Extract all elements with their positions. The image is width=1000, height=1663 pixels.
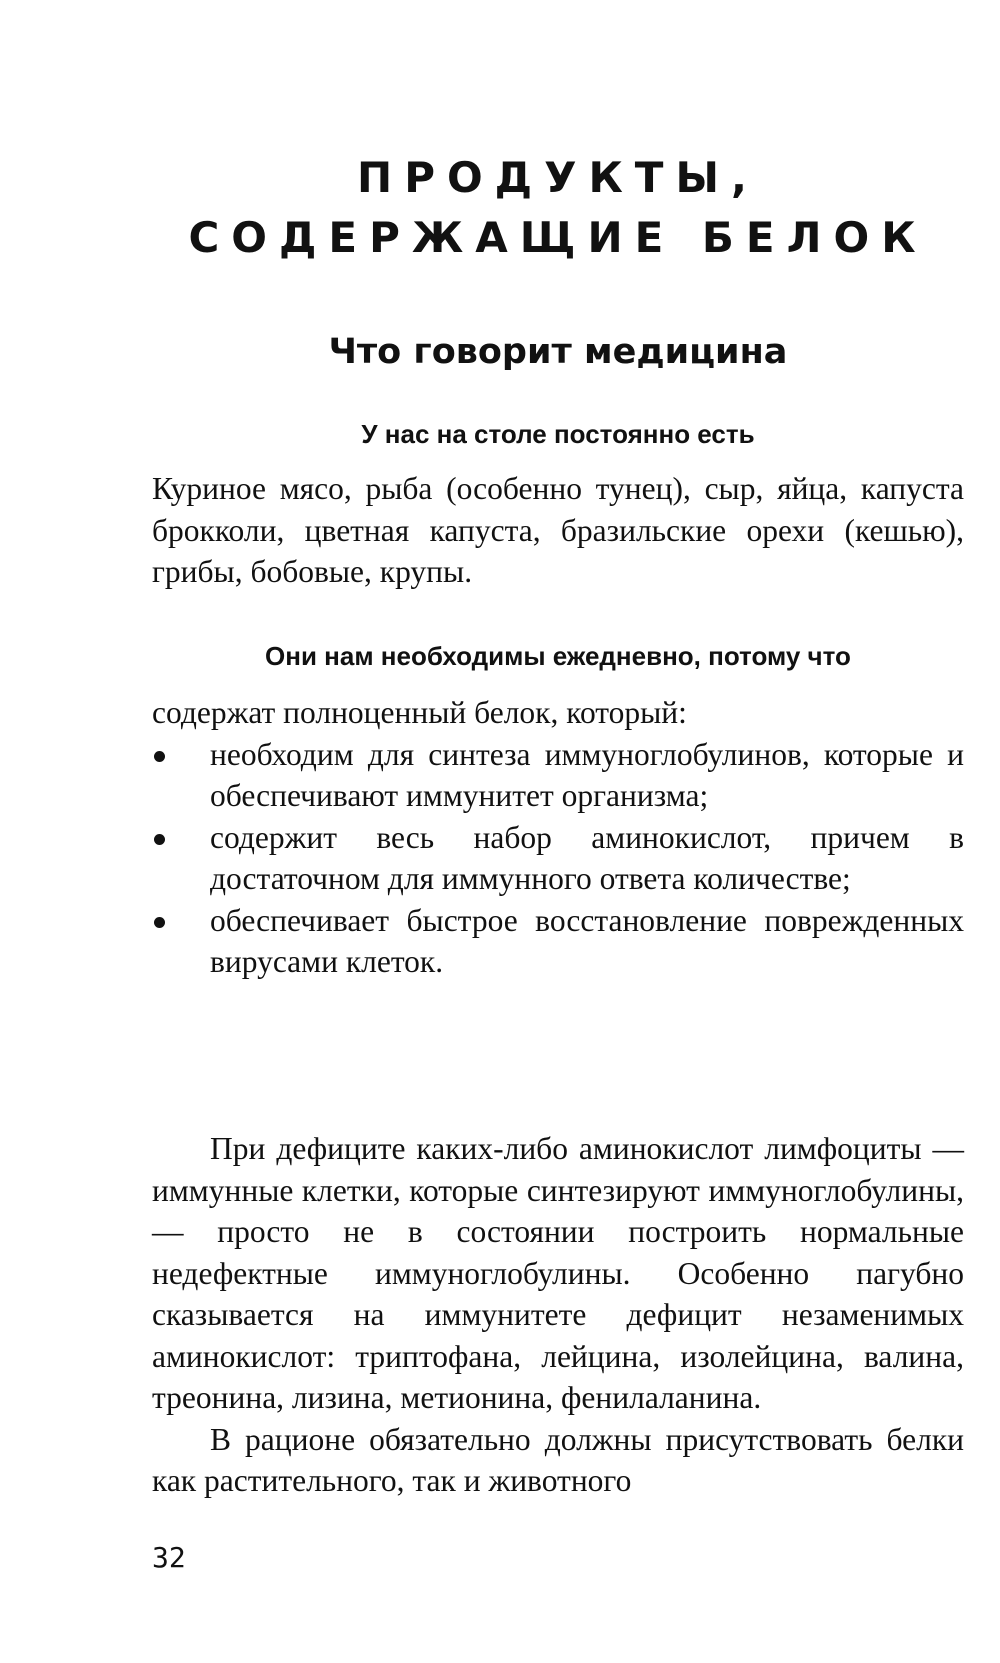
paragraph-diet-proteins: В рационе обязательно должны присутствовать белки как растительного, так и животного <box>152 1421 964 1498</box>
chapter-title <box>152 148 964 268</box>
page-number: 32 <box>152 1541 186 1574</box>
subsection-body-why-needed <box>152 692 964 983</box>
list-item-text: содержит весь набор аминокислот, причем в достаточном для иммунного ответа количестве; <box>210 819 964 896</box>
paragraph-amino-deficit: При дефиците каких-либо аминокислот лимфоциты — иммунные клетки, которые синтезируют иммуноглобулины, — просто не в состоянии построить нормальные недефектные иммуноглобулины. Особенно пагубно сказывается на иммунитете дефицит незаменимых аминокислот: триптофана, лейцина, изолейцина, валина, треонина, лизина, метионина, фенилаланина. <box>152 1131 964 1415</box>
subsection-body-daily-foods <box>152 468 964 593</box>
list-item <box>152 734 964 817</box>
list-item-text: обеспечивает быстрое восстановление поврежденных вирусами клеток. <box>210 902 964 979</box>
bullet-icon <box>154 917 165 928</box>
bullet-icon <box>154 751 165 762</box>
foods-list-paragraph: Куриное мясо, рыба (особенно тунец), сыр, яйца, капуста брокколи, цветная капуста, бразильские орехи (кешью), грибы, бобовые, крупы. <box>152 471 964 589</box>
subsection-heading-daily-foods: У нас на столе постоянно есть <box>361 419 755 449</box>
chapter-title-line-2: СОДЕРЖАЩИЕ БЕЛОК <box>188 213 928 262</box>
list-item <box>152 817 964 900</box>
section-title: Что говорит медицина <box>328 332 788 372</box>
chapter-title-line-1: ПРОДУКТЫ, <box>357 153 759 202</box>
list-item-text: необходим для синтеза иммуноглобулинов, которые и обеспечивают иммунитет организма; <box>210 736 964 813</box>
main-text <box>152 1128 964 1502</box>
protein-intro-text: содержат полноценный белок, который: <box>152 695 687 730</box>
list-item <box>152 900 964 983</box>
protein-benefits-list <box>152 734 964 983</box>
subsection-heading-why-needed: Они нам необходимы ежедневно, потому что <box>265 641 851 671</box>
bullet-icon <box>154 834 165 845</box>
book-page <box>152 0 964 1663</box>
